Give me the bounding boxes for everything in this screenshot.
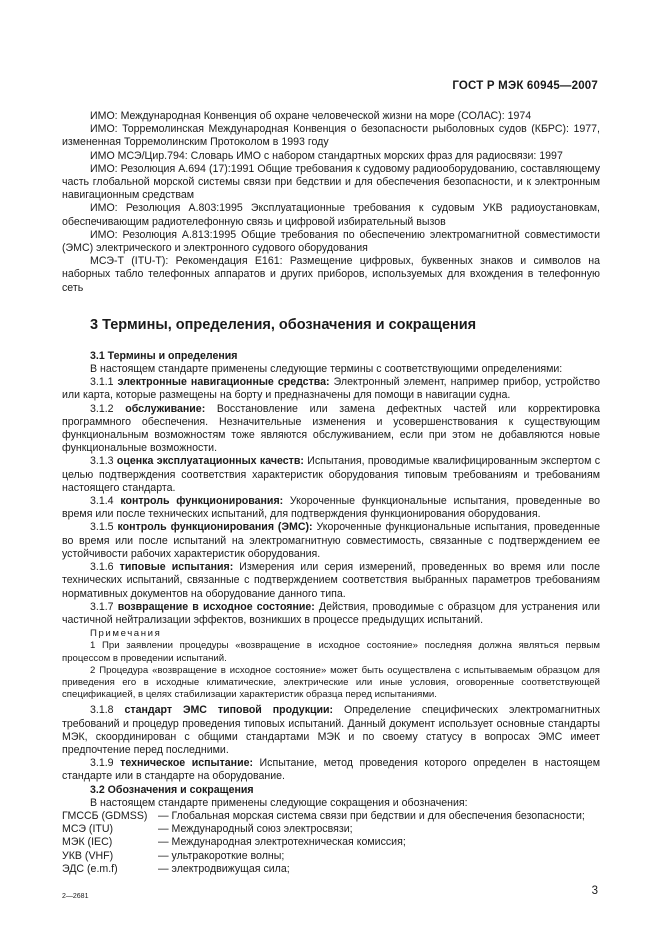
- abbreviation-row: [62, 863, 600, 876]
- abbreviation-definition: — Международный союз электросвязи;: [158, 823, 353, 836]
- term-name: оценка эксплуатационных качеств:: [116, 455, 304, 468]
- abbreviation-term: ЭДС (e.m.f): [62, 862, 118, 875]
- term-name: стандарт ЭМС типовой продукции:: [124, 704, 334, 717]
- term-name: электронные навигационные средства:: [117, 376, 330, 389]
- reference-paragraph: ИМО: Торремолинская Международная Конвенция о безопасности рыболовных судов (КБРС): 1977, измененная Торремолинским Протоколом в 1993 году: [62, 123, 600, 149]
- term-number: 3.1.2: [90, 402, 126, 415]
- term-text: Определение специфических электромагнитных требований и процедур проведения типовых испытаний. Данный документ использует основные стандарты МЭК, скоординирован с общими стандартами МЭК и по своему статусу в вопросах ЭМС имеет предпочтение перед последними.: [62, 704, 600, 756]
- paragraph: В настоящем стандарте применены следующие термины с соответствующими определениями:: [90, 363, 563, 376]
- term-number: 3.1.7: [90, 600, 118, 613]
- term-number: 3.1.8: [90, 704, 125, 717]
- document-body: [62, 110, 600, 876]
- term-text: Испытания, проводимые квалифицированным экспертом с целью подтверждения соответствия характеристик оборудования типовым требованиям и требованиям настоящего стандарта.: [62, 455, 600, 494]
- paragraph: В настоящем стандарте применены следующие сокращения и обозначения:: [90, 796, 468, 809]
- reference-paragraph: ИМО: Международная Конвенция об охране человеческой жизни на море (СОЛАС): 1974: [90, 110, 532, 122]
- term-text: Действия, проводимые с образцом для устранения или частичной нейтрализации эффектов, возникших в процессе предыдущих испытаний.: [62, 600, 600, 626]
- subsection-title: 3.1 Термины и определения: [90, 349, 238, 362]
- term-number: 3.1.1: [90, 376, 118, 389]
- term-text: Восстановление или замена дефектных частей или корректировка программного обеспечения. Незначительные изменения и усовершенствования к существующим функциональным возможностям тоже являются обслуживанием, если при этом не добавляются новые функциональные возможности.: [62, 402, 600, 455]
- term-definition: [62, 704, 600, 757]
- page-number: 3: [591, 885, 598, 897]
- abbreviation-definition: — Международная электротехническая комиссия;: [158, 836, 406, 849]
- term-text: Электронный элемент, например прибор, устройство или карта, которые размещены на борту и предназначены для помощи в навигации судна.: [62, 376, 600, 402]
- term-number: 3.1.3: [90, 455, 117, 468]
- term-text: Укороченные функциональные испытания, проведенные во время или после испытаний на электромагнитную совместимость, связанные с подтверждением ее устойчивости рабочих характеристик оборудования.: [62, 521, 600, 560]
- reference-paragraph: ИМО: Резолюция А.813:1995 Общие требования по обеспечению электромагнитной совместимости (ЭМС) электрического и электронного судового оборудования: [62, 228, 600, 255]
- note: 2 Процедура «возвращение в исходное состояние» может быть осуществлена с испытываемым образцом для приведения его в исходные климатические, электрические или иные условия, оговоренные соответствующей спецификацией, в целях стабилизации характеристик образца перед испытаниями.: [62, 664, 600, 701]
- term-definition: [62, 521, 600, 561]
- standard-header: ГОСТ Р МЭК 60945—2007: [452, 80, 598, 92]
- term-name: обслуживание:: [125, 402, 206, 415]
- term-definition: [62, 376, 600, 402]
- abbreviation-definition: — электродвижущая сила;: [158, 862, 290, 875]
- term-definition: [62, 757, 600, 783]
- term-text: Испытание, метод проведения которого определен в настоящем стандарте или в стандарте на оборудование.: [62, 757, 600, 783]
- abbreviation-row: [62, 836, 600, 849]
- reference-paragraph: МСЭ-Т (ITU-T): Рекомендация Е161: Размещение цифровых, буквенных знаков и символов на наборных табло телефонных аппаратов и других приборов, используемых для вхождения в телефонную сеть: [62, 255, 600, 294]
- print-code: 2—2681: [62, 893, 89, 900]
- term-name: возвращение в исходное состояние:: [117, 600, 315, 613]
- reference-paragraph: ИМО: Резолюция А.803:1995 Эксплуатационные требования к судовым УКВ радиоустановкам, обеспечивающим радиотелефонную связь и цифровой избирательный вызов: [62, 202, 600, 228]
- term-definition: [62, 403, 600, 456]
- term-number: 3.1.9: [90, 757, 121, 770]
- term-number: 3.1.6: [90, 561, 120, 574]
- abbreviation-definition: — ультракороткие волны;: [158, 849, 285, 862]
- abbreviation-term: УКВ (VHF): [62, 849, 114, 862]
- abbreviation-term: МСЭ (ITU): [62, 823, 114, 836]
- term-definition: [62, 601, 600, 627]
- term-number: 3.1.4: [90, 495, 121, 508]
- term-name: типовые испытания:: [119, 561, 234, 574]
- abbreviation-term: МЭК (IEC): [62, 836, 113, 849]
- term-number: 3.1.5: [90, 521, 118, 534]
- abbreviation-row: [62, 823, 600, 836]
- reference-paragraph: ИМО: Резолюция А.694 (17):1991 Общие требования к судовому радиооборудованию, составляющему часть глобальной морской системы связи при бедствии и для обеспечения безопасности, и к электронным навигационным средствам: [62, 162, 600, 202]
- abbreviation-row: [62, 810, 600, 823]
- term-name: техническое испытание:: [120, 757, 253, 770]
- term-definition: [62, 561, 600, 601]
- reference-paragraph: ИМО МСЭ/Цир.794: Словарь ИМО с набором стандартных морских фраз для радиосвязи: 1997: [90, 149, 563, 162]
- term-name: контроль функционирования (ЭМС):: [117, 521, 313, 534]
- section-title: 3 Термины, определения, обозначения и сокращения: [90, 316, 477, 333]
- abbreviation-definition: — Глобальная морская система связи при бедствии и для обеспечения безопасности;: [158, 809, 585, 822]
- term-definition: [62, 495, 600, 521]
- term-text: Измерения или серия измерений, проведенных во время или после технических испытаний, связанные с подтверждением соответствия выбранных параметров требованиям нормативных документов на оборудование данного типа.: [62, 561, 600, 600]
- term-name: контроль функционирования:: [120, 495, 284, 508]
- term-definition: [62, 455, 600, 495]
- term-text: Укороченные функциональные испытания, проведенные во время или после технических испытаний, для подтверждения функционирования оборудования.: [62, 495, 600, 521]
- subsection-title: 3.2 Обозначения и сокращения: [90, 783, 254, 796]
- abbreviation-term: ГМССБ (GDMSS): [62, 809, 148, 822]
- note: 1 При заявлении процедуры «возвращение в исходное состояние» последняя должна являться первым процессом в проведении испытаний.: [62, 640, 600, 664]
- notes-heading: Примечания: [90, 628, 162, 640]
- abbreviation-row: [62, 850, 600, 863]
